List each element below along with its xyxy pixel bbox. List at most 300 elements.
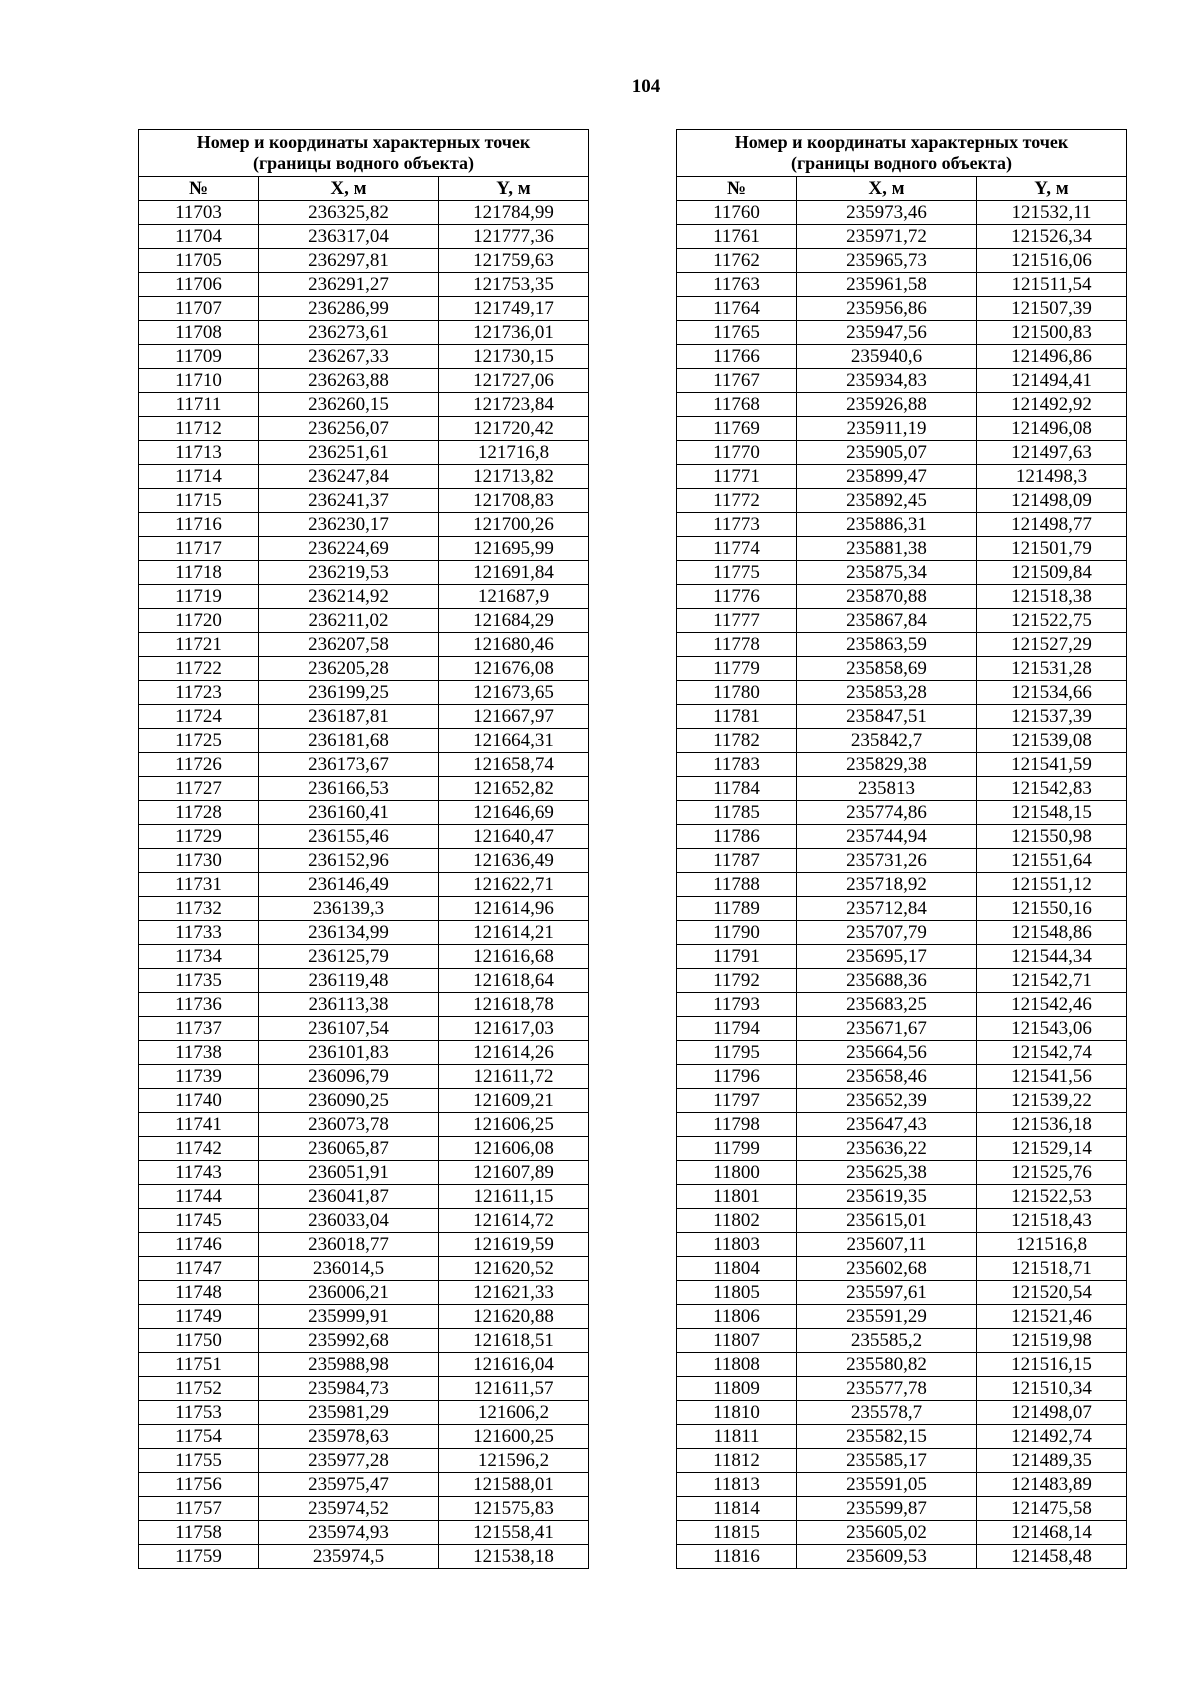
point-number-cell: 11762 bbox=[677, 249, 797, 273]
x-coordinate-cell: 235974,5 bbox=[259, 1545, 439, 1569]
y-coordinate-cell: 121700,26 bbox=[439, 513, 589, 537]
y-coordinate-cell: 121716,8 bbox=[439, 441, 589, 465]
table-row bbox=[139, 777, 589, 801]
point-number-cell: 11763 bbox=[677, 273, 797, 297]
point-number-cell: 11722 bbox=[139, 657, 259, 681]
table-row bbox=[139, 465, 589, 489]
point-number-cell: 11724 bbox=[139, 705, 259, 729]
y-coordinate-cell: 121691,84 bbox=[439, 561, 589, 585]
point-number-cell: 11797 bbox=[677, 1089, 797, 1113]
table-row bbox=[677, 1017, 1127, 1041]
table-row bbox=[139, 393, 589, 417]
x-coordinate-cell: 236096,79 bbox=[259, 1065, 439, 1089]
column-header-number: № bbox=[677, 177, 797, 201]
x-coordinate-cell: 236260,15 bbox=[259, 393, 439, 417]
y-coordinate-cell: 121542,46 bbox=[977, 993, 1127, 1017]
table-row bbox=[677, 1425, 1127, 1449]
y-coordinate-cell: 121575,83 bbox=[439, 1497, 589, 1521]
y-coordinate-cell: 121607,89 bbox=[439, 1161, 589, 1185]
y-coordinate-cell: 121614,96 bbox=[439, 897, 589, 921]
table-row bbox=[139, 633, 589, 657]
y-coordinate-cell: 121606,25 bbox=[439, 1113, 589, 1137]
x-coordinate-cell: 235707,79 bbox=[797, 921, 977, 945]
table-row bbox=[677, 1281, 1127, 1305]
x-coordinate-cell: 235886,31 bbox=[797, 513, 977, 537]
column-header-y: Y, м bbox=[439, 177, 589, 201]
y-coordinate-cell: 121723,84 bbox=[439, 393, 589, 417]
point-number-cell: 11777 bbox=[677, 609, 797, 633]
x-coordinate-cell: 236073,78 bbox=[259, 1113, 439, 1137]
table-row bbox=[677, 201, 1127, 225]
x-coordinate-cell: 235602,68 bbox=[797, 1257, 977, 1281]
y-coordinate-cell: 121525,76 bbox=[977, 1161, 1127, 1185]
x-coordinate-cell: 236119,48 bbox=[259, 969, 439, 993]
table-row bbox=[139, 825, 589, 849]
x-coordinate-cell: 235607,11 bbox=[797, 1233, 977, 1257]
point-number-cell: 11738 bbox=[139, 1041, 259, 1065]
y-coordinate-cell: 121542,71 bbox=[977, 969, 1127, 993]
table-row bbox=[139, 1065, 589, 1089]
table-row bbox=[139, 1089, 589, 1113]
point-number-cell: 11740 bbox=[139, 1089, 259, 1113]
x-coordinate-cell: 235625,38 bbox=[797, 1161, 977, 1185]
table-row bbox=[139, 1401, 589, 1425]
table-row bbox=[139, 993, 589, 1017]
y-coordinate-cell: 121516,06 bbox=[977, 249, 1127, 273]
x-coordinate-cell: 236211,02 bbox=[259, 609, 439, 633]
x-coordinate-cell: 235974,93 bbox=[259, 1521, 439, 1545]
x-coordinate-cell: 236181,68 bbox=[259, 729, 439, 753]
point-number-cell: 11772 bbox=[677, 489, 797, 513]
x-coordinate-cell: 235829,38 bbox=[797, 753, 977, 777]
table-row bbox=[139, 225, 589, 249]
y-coordinate-cell: 121544,34 bbox=[977, 945, 1127, 969]
x-coordinate-cell: 235599,87 bbox=[797, 1497, 977, 1521]
y-coordinate-cell: 121550,98 bbox=[977, 825, 1127, 849]
x-coordinate-cell: 236134,99 bbox=[259, 921, 439, 945]
y-coordinate-cell: 121522,75 bbox=[977, 609, 1127, 633]
x-coordinate-cell: 235892,45 bbox=[797, 489, 977, 513]
table-row bbox=[677, 465, 1127, 489]
table-row bbox=[677, 753, 1127, 777]
y-coordinate-cell: 121606,2 bbox=[439, 1401, 589, 1425]
point-number-cell: 11715 bbox=[139, 489, 259, 513]
point-number-cell: 11774 bbox=[677, 537, 797, 561]
table-row bbox=[139, 1185, 589, 1209]
y-coordinate-cell: 121500,83 bbox=[977, 321, 1127, 345]
x-coordinate-cell: 235973,46 bbox=[797, 201, 977, 225]
point-number-cell: 11759 bbox=[139, 1545, 259, 1569]
y-coordinate-cell: 121684,29 bbox=[439, 609, 589, 633]
point-number-cell: 11741 bbox=[139, 1113, 259, 1137]
point-number-cell: 11812 bbox=[677, 1449, 797, 1473]
point-number-cell: 11765 bbox=[677, 321, 797, 345]
table-title-line2: (границы водного объекта) bbox=[252, 153, 475, 173]
table-row bbox=[139, 1233, 589, 1257]
table-row bbox=[139, 513, 589, 537]
table-row bbox=[139, 1161, 589, 1185]
x-coordinate-cell: 236014,5 bbox=[259, 1257, 439, 1281]
point-number-cell: 11789 bbox=[677, 897, 797, 921]
table-row bbox=[139, 921, 589, 945]
point-number-cell: 11769 bbox=[677, 417, 797, 441]
point-number-cell: 11781 bbox=[677, 705, 797, 729]
y-coordinate-cell: 121498,07 bbox=[977, 1401, 1127, 1425]
x-coordinate-cell: 236041,87 bbox=[259, 1185, 439, 1209]
y-coordinate-cell: 121730,15 bbox=[439, 345, 589, 369]
x-coordinate-cell: 235965,73 bbox=[797, 249, 977, 273]
y-coordinate-cell: 121550,16 bbox=[977, 897, 1127, 921]
table-row bbox=[139, 753, 589, 777]
point-number-cell: 11798 bbox=[677, 1113, 797, 1137]
y-coordinate-cell: 121784,99 bbox=[439, 201, 589, 225]
x-coordinate-cell: 235695,17 bbox=[797, 945, 977, 969]
y-coordinate-cell: 121676,08 bbox=[439, 657, 589, 681]
table-row bbox=[677, 417, 1127, 441]
y-coordinate-cell: 121537,39 bbox=[977, 705, 1127, 729]
table-row bbox=[677, 1545, 1127, 1569]
x-coordinate-cell: 236166,53 bbox=[259, 777, 439, 801]
point-number-cell: 11778 bbox=[677, 633, 797, 657]
table-row bbox=[677, 537, 1127, 561]
y-coordinate-cell: 121489,35 bbox=[977, 1449, 1127, 1473]
point-number-cell: 11771 bbox=[677, 465, 797, 489]
table-row bbox=[677, 1521, 1127, 1545]
y-coordinate-cell: 121680,46 bbox=[439, 633, 589, 657]
x-coordinate-cell: 235619,35 bbox=[797, 1185, 977, 1209]
table-row bbox=[677, 873, 1127, 897]
x-coordinate-cell: 235853,28 bbox=[797, 681, 977, 705]
point-number-cell: 11804 bbox=[677, 1257, 797, 1281]
point-number-cell: 11810 bbox=[677, 1401, 797, 1425]
table-row bbox=[139, 201, 589, 225]
y-coordinate-cell: 121536,18 bbox=[977, 1113, 1127, 1137]
point-number-cell: 11803 bbox=[677, 1233, 797, 1257]
point-number-cell: 11796 bbox=[677, 1065, 797, 1089]
point-number-cell: 11811 bbox=[677, 1425, 797, 1449]
y-coordinate-cell: 121542,74 bbox=[977, 1041, 1127, 1065]
y-coordinate-cell: 121498,09 bbox=[977, 489, 1127, 513]
table-row bbox=[677, 969, 1127, 993]
table-row bbox=[139, 1209, 589, 1233]
point-number-cell: 11728 bbox=[139, 801, 259, 825]
point-number-cell: 11721 bbox=[139, 633, 259, 657]
x-coordinate-cell: 236247,84 bbox=[259, 465, 439, 489]
table-row bbox=[139, 1305, 589, 1329]
point-number-cell: 11752 bbox=[139, 1377, 259, 1401]
table-row bbox=[139, 321, 589, 345]
x-coordinate-cell: 236173,67 bbox=[259, 753, 439, 777]
table-row bbox=[139, 801, 589, 825]
y-coordinate-cell: 121539,22 bbox=[977, 1089, 1127, 1113]
table-row bbox=[677, 1329, 1127, 1353]
y-coordinate-cell: 121492,92 bbox=[977, 393, 1127, 417]
point-number-cell: 11743 bbox=[139, 1161, 259, 1185]
point-number-cell: 11734 bbox=[139, 945, 259, 969]
x-coordinate-cell: 236297,81 bbox=[259, 249, 439, 273]
point-number-cell: 11776 bbox=[677, 585, 797, 609]
point-number-cell: 11710 bbox=[139, 369, 259, 393]
y-coordinate-cell: 121527,29 bbox=[977, 633, 1127, 657]
x-coordinate-cell: 236273,61 bbox=[259, 321, 439, 345]
table-row bbox=[139, 1473, 589, 1497]
x-coordinate-cell: 236033,04 bbox=[259, 1209, 439, 1233]
y-coordinate-cell: 121614,26 bbox=[439, 1041, 589, 1065]
table-row bbox=[677, 681, 1127, 705]
y-coordinate-cell: 121496,86 bbox=[977, 345, 1127, 369]
x-coordinate-cell: 235926,88 bbox=[797, 393, 977, 417]
y-coordinate-cell: 121468,14 bbox=[977, 1521, 1127, 1545]
x-coordinate-cell: 235664,56 bbox=[797, 1041, 977, 1065]
y-coordinate-cell: 121687,9 bbox=[439, 585, 589, 609]
x-coordinate-cell: 236219,53 bbox=[259, 561, 439, 585]
table-row bbox=[677, 801, 1127, 825]
y-coordinate-cell: 121541,56 bbox=[977, 1065, 1127, 1089]
y-coordinate-cell: 121617,03 bbox=[439, 1017, 589, 1041]
y-coordinate-cell: 121727,06 bbox=[439, 369, 589, 393]
x-coordinate-cell: 235609,53 bbox=[797, 1545, 977, 1569]
table-row bbox=[139, 297, 589, 321]
y-coordinate-cell: 121777,36 bbox=[439, 225, 589, 249]
x-coordinate-cell: 235867,84 bbox=[797, 609, 977, 633]
point-number-cell: 11787 bbox=[677, 849, 797, 873]
y-coordinate-cell: 121542,83 bbox=[977, 777, 1127, 801]
table-row bbox=[677, 489, 1127, 513]
y-coordinate-cell: 121494,41 bbox=[977, 369, 1127, 393]
table-row bbox=[139, 1017, 589, 1041]
y-coordinate-cell: 121520,54 bbox=[977, 1281, 1127, 1305]
point-number-cell: 11739 bbox=[139, 1065, 259, 1089]
point-number-cell: 11792 bbox=[677, 969, 797, 993]
table-row bbox=[139, 1137, 589, 1161]
x-coordinate-cell: 236317,04 bbox=[259, 225, 439, 249]
table-row bbox=[139, 417, 589, 441]
x-coordinate-cell: 235974,52 bbox=[259, 1497, 439, 1521]
x-coordinate-cell: 235597,61 bbox=[797, 1281, 977, 1305]
y-coordinate-cell: 121759,63 bbox=[439, 249, 589, 273]
point-number-cell: 11755 bbox=[139, 1449, 259, 1473]
x-coordinate-cell: 236230,17 bbox=[259, 513, 439, 537]
y-coordinate-cell: 121646,69 bbox=[439, 801, 589, 825]
table-row bbox=[677, 849, 1127, 873]
y-coordinate-cell: 121498,3 bbox=[977, 465, 1127, 489]
y-coordinate-cell: 121664,31 bbox=[439, 729, 589, 753]
x-coordinate-cell: 236006,21 bbox=[259, 1281, 439, 1305]
y-coordinate-cell: 121551,12 bbox=[977, 873, 1127, 897]
table-row bbox=[139, 1425, 589, 1449]
x-coordinate-cell: 236187,81 bbox=[259, 705, 439, 729]
point-number-cell: 11753 bbox=[139, 1401, 259, 1425]
y-coordinate-cell: 121521,46 bbox=[977, 1305, 1127, 1329]
x-coordinate-cell: 236146,49 bbox=[259, 873, 439, 897]
y-coordinate-cell: 121621,33 bbox=[439, 1281, 589, 1305]
x-coordinate-cell: 235988,98 bbox=[259, 1353, 439, 1377]
table-row bbox=[677, 1113, 1127, 1137]
table-row bbox=[139, 537, 589, 561]
x-coordinate-cell: 235863,59 bbox=[797, 633, 977, 657]
table-row bbox=[139, 705, 589, 729]
y-coordinate-cell: 121619,59 bbox=[439, 1233, 589, 1257]
y-coordinate-cell: 121518,38 bbox=[977, 585, 1127, 609]
table-row bbox=[677, 369, 1127, 393]
table-title bbox=[139, 130, 589, 177]
y-coordinate-cell: 121548,86 bbox=[977, 921, 1127, 945]
y-coordinate-cell: 121543,06 bbox=[977, 1017, 1127, 1041]
coordinates-table-left bbox=[138, 129, 589, 1569]
column-header-number: № bbox=[139, 177, 259, 201]
point-number-cell: 11767 bbox=[677, 369, 797, 393]
x-coordinate-cell: 235847,51 bbox=[797, 705, 977, 729]
table-row bbox=[677, 1089, 1127, 1113]
table-row bbox=[139, 1041, 589, 1065]
point-number-cell: 11717 bbox=[139, 537, 259, 561]
y-coordinate-cell: 121611,57 bbox=[439, 1377, 589, 1401]
x-coordinate-cell: 236207,58 bbox=[259, 633, 439, 657]
table-row bbox=[677, 825, 1127, 849]
table-row bbox=[139, 657, 589, 681]
point-number-cell: 11751 bbox=[139, 1353, 259, 1377]
table-row bbox=[677, 1497, 1127, 1521]
table-row bbox=[677, 441, 1127, 465]
x-coordinate-cell: 235577,78 bbox=[797, 1377, 977, 1401]
x-coordinate-cell: 236251,61 bbox=[259, 441, 439, 465]
y-coordinate-cell: 121511,54 bbox=[977, 273, 1127, 297]
point-number-cell: 11779 bbox=[677, 657, 797, 681]
point-number-cell: 11713 bbox=[139, 441, 259, 465]
column-header-x: X, м bbox=[797, 177, 977, 201]
point-number-cell: 11799 bbox=[677, 1137, 797, 1161]
point-number-cell: 11716 bbox=[139, 513, 259, 537]
x-coordinate-cell: 235585,17 bbox=[797, 1449, 977, 1473]
x-coordinate-cell: 235870,88 bbox=[797, 585, 977, 609]
point-number-cell: 11813 bbox=[677, 1473, 797, 1497]
x-coordinate-cell: 235718,92 bbox=[797, 873, 977, 897]
x-coordinate-cell: 236256,07 bbox=[259, 417, 439, 441]
table-row bbox=[677, 1137, 1127, 1161]
y-coordinate-cell: 121640,47 bbox=[439, 825, 589, 849]
point-number-cell: 11815 bbox=[677, 1521, 797, 1545]
table-row bbox=[677, 1305, 1127, 1329]
table-row bbox=[139, 1449, 589, 1473]
table-row bbox=[677, 345, 1127, 369]
x-coordinate-cell: 236291,27 bbox=[259, 273, 439, 297]
point-number-cell: 11768 bbox=[677, 393, 797, 417]
table-row bbox=[677, 1473, 1127, 1497]
point-number-cell: 11802 bbox=[677, 1209, 797, 1233]
table-row bbox=[677, 1065, 1127, 1089]
x-coordinate-cell: 235858,69 bbox=[797, 657, 977, 681]
y-coordinate-cell: 121516,15 bbox=[977, 1353, 1127, 1377]
x-coordinate-cell: 236051,91 bbox=[259, 1161, 439, 1185]
point-number-cell: 11723 bbox=[139, 681, 259, 705]
y-coordinate-cell: 121541,59 bbox=[977, 753, 1127, 777]
table-row bbox=[139, 585, 589, 609]
table-row bbox=[677, 1353, 1127, 1377]
point-number-cell: 11775 bbox=[677, 561, 797, 585]
table-row bbox=[677, 705, 1127, 729]
y-coordinate-cell: 121614,21 bbox=[439, 921, 589, 945]
table-row bbox=[677, 1233, 1127, 1257]
point-number-cell: 11760 bbox=[677, 201, 797, 225]
table-row bbox=[677, 777, 1127, 801]
x-coordinate-cell: 236155,46 bbox=[259, 825, 439, 849]
point-number-cell: 11793 bbox=[677, 993, 797, 1017]
point-number-cell: 11782 bbox=[677, 729, 797, 753]
y-coordinate-cell: 121522,53 bbox=[977, 1185, 1127, 1209]
x-coordinate-cell: 236018,77 bbox=[259, 1233, 439, 1257]
point-number-cell: 11727 bbox=[139, 777, 259, 801]
table-row bbox=[677, 993, 1127, 1017]
y-coordinate-cell: 121620,88 bbox=[439, 1305, 589, 1329]
point-number-cell: 11806 bbox=[677, 1305, 797, 1329]
x-coordinate-cell: 235744,94 bbox=[797, 825, 977, 849]
table-title bbox=[677, 130, 1127, 177]
y-coordinate-cell: 121483,89 bbox=[977, 1473, 1127, 1497]
x-coordinate-cell: 235712,84 bbox=[797, 897, 977, 921]
table-row bbox=[139, 561, 589, 585]
x-coordinate-cell: 236090,25 bbox=[259, 1089, 439, 1113]
table-row bbox=[677, 1449, 1127, 1473]
point-number-cell: 11788 bbox=[677, 873, 797, 897]
y-coordinate-cell: 121673,65 bbox=[439, 681, 589, 705]
point-number-cell: 11720 bbox=[139, 609, 259, 633]
table-title-line1: Номер и координаты характерных точек bbox=[196, 132, 531, 152]
x-coordinate-cell: 235688,36 bbox=[797, 969, 977, 993]
y-coordinate-cell: 121652,82 bbox=[439, 777, 589, 801]
point-number-cell: 11726 bbox=[139, 753, 259, 777]
point-number-cell: 11770 bbox=[677, 441, 797, 465]
y-coordinate-cell: 121618,64 bbox=[439, 969, 589, 993]
y-coordinate-cell: 121516,8 bbox=[977, 1233, 1127, 1257]
table-row bbox=[677, 897, 1127, 921]
table-row bbox=[139, 345, 589, 369]
point-number-cell: 11749 bbox=[139, 1305, 259, 1329]
point-number-cell: 11756 bbox=[139, 1473, 259, 1497]
y-coordinate-cell: 121509,84 bbox=[977, 561, 1127, 585]
x-coordinate-cell: 235875,34 bbox=[797, 561, 977, 585]
table-row bbox=[677, 297, 1127, 321]
point-number-cell: 11706 bbox=[139, 273, 259, 297]
x-coordinate-cell: 236101,83 bbox=[259, 1041, 439, 1065]
table-row bbox=[677, 225, 1127, 249]
table-row bbox=[139, 1329, 589, 1353]
table-title-line1: Номер и координаты характерных точек bbox=[734, 132, 1069, 152]
table-row bbox=[677, 585, 1127, 609]
table-row bbox=[139, 273, 589, 297]
table-row bbox=[139, 1257, 589, 1281]
table-row bbox=[139, 873, 589, 897]
y-coordinate-cell: 121507,39 bbox=[977, 297, 1127, 321]
x-coordinate-cell: 235911,19 bbox=[797, 417, 977, 441]
point-number-cell: 11791 bbox=[677, 945, 797, 969]
point-number-cell: 11754 bbox=[139, 1425, 259, 1449]
table-row bbox=[677, 921, 1127, 945]
x-coordinate-cell: 235683,25 bbox=[797, 993, 977, 1017]
x-coordinate-cell: 235731,26 bbox=[797, 849, 977, 873]
point-number-cell: 11704 bbox=[139, 225, 259, 249]
point-number-cell: 11736 bbox=[139, 993, 259, 1017]
y-coordinate-cell: 121539,08 bbox=[977, 729, 1127, 753]
y-coordinate-cell: 121667,97 bbox=[439, 705, 589, 729]
y-coordinate-cell: 121588,01 bbox=[439, 1473, 589, 1497]
table-row bbox=[139, 849, 589, 873]
x-coordinate-cell: 235977,28 bbox=[259, 1449, 439, 1473]
y-coordinate-cell: 121519,98 bbox=[977, 1329, 1127, 1353]
y-coordinate-cell: 121596,2 bbox=[439, 1449, 589, 1473]
point-number-cell: 11742 bbox=[139, 1137, 259, 1161]
x-coordinate-cell: 235591,05 bbox=[797, 1473, 977, 1497]
point-number-cell: 11783 bbox=[677, 753, 797, 777]
